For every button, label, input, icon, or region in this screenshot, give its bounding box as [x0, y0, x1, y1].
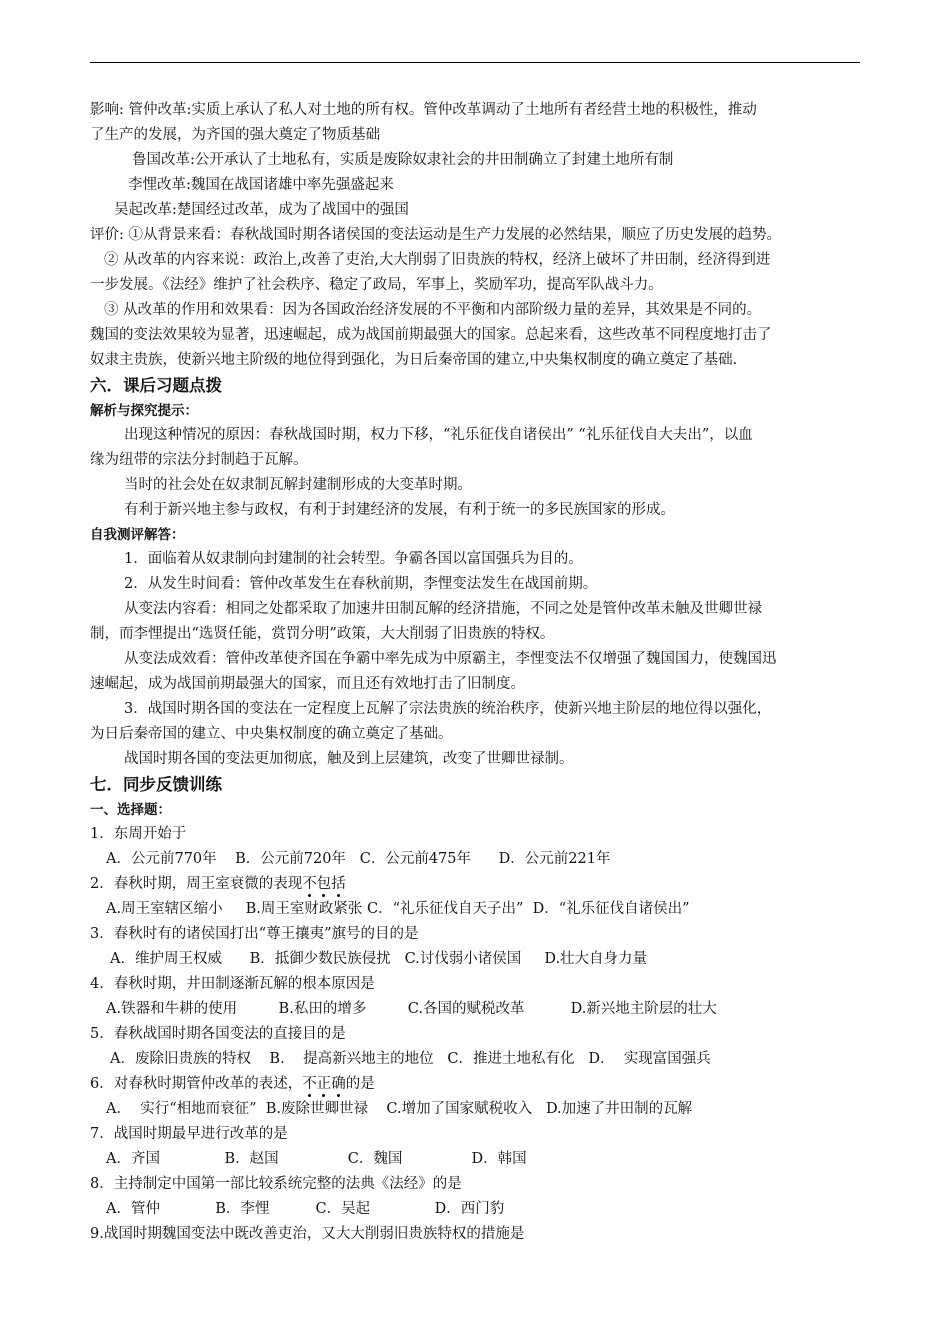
evaluation-line-4: ③ 从改革的作用和效果看：因为各国政治经济发展的不平衡和内部阶级力量的差异，其效果是不同的。 — [104, 302, 762, 318]
impact-lu: 鲁国改革:公开承认了土地私有，实质是废除奴隶社会的井田制确立了封建土地所有制 — [132, 152, 674, 168]
evaluation-line-3: 一步发展。《法经》维护了社会秩序、稳定了政局，军事上，奖励军功，提高军队战斗力。 — [90, 277, 663, 293]
emphasis-char: 括 — [331, 876, 346, 892]
section-7-title: 七．同步反馈训练 — [90, 775, 222, 794]
emphasis-char: 不 — [302, 876, 317, 892]
evaluation-line-5: 魏国的变法效果较为显著，迅速崛起，成为战国前期最强大的国家。总起来看，这些改革不同程度地打击了 — [90, 327, 772, 343]
evaluation-line-2: ② 从改革的内容来说：政治上,改善了吏治,大大削弱了旧贵族的特权，经济上破坏了井田制，经济得到进 — [104, 252, 771, 268]
answer-content-line-2: 制，而李悝提出“选贤任能，赏罚分明”政策，大大削弱了旧贵族的特权。 — [90, 626, 555, 642]
impact-line-2: 了生产的发展，为齐国的强大奠定了物质基础 — [90, 127, 380, 143]
analysis-p1-line-2: 缘为纽带的宗法分封制趋于瓦解。 — [90, 452, 308, 468]
emphasis-char: 确 — [331, 1076, 346, 1092]
answer-2: 2．从发生时间看：管仲改革发生在春秋前期，李悝变法发生在战国前期。 — [124, 576, 598, 592]
question-6-options: A． 实行“相地而衰征” B.废除世卿世禄 C.增加了国家赋税收入 D.加速了井田制的瓦解 — [106, 1101, 693, 1117]
question-4-options: A.铁器和牛耕的使用 B.私田的增多 C.各国的赋税改革 D.新兴地主阶层的壮大 — [106, 1001, 717, 1017]
analysis-p3: 有利于新兴地主参与政权，有利于封建经济的发展，有利于统一的多民族国家的形成。 — [124, 502, 675, 518]
header-rule — [90, 62, 860, 63]
question-3-options: A．维护周王权威 B．抵御少数民族侵扰 C.讨伐弱小诸侯国 D.壮大自身力量 — [110, 951, 648, 967]
evaluation-line-1: 评价: ①从背景来看：春秋战国时期各诸侯国的变法运动是生产力发展的必然结果，顺应了历史发展的趋势。 — [90, 227, 781, 243]
question-5: 5．春秋战国时期各国变法的直接目的是 — [90, 1026, 346, 1042]
section-7-subtitle: 一、选择题： — [90, 802, 171, 818]
question-8-options: A．管仲 B．李悝 C．吴起 D．西门豹 — [106, 1201, 505, 1217]
question-5-options: A．废除旧贵族的特权 B. 提高新兴地主的地位 C．推进土地私有化 D． 实现富国强兵 — [110, 1051, 711, 1067]
question-6 — [90, 1072, 870, 1097]
section-6-title: 六．课后习题点拨 — [90, 376, 222, 395]
emphasis-char: 正 — [316, 1076, 332, 1092]
question-6-text: 6．对春秋时期管仲改革的表述， — [90, 1076, 303, 1092]
analysis-p1-line-1: 出现这种情况的原因：春秋战国时期，权力下移，“礼乐征伐自诸侯出” “礼乐征伐自大夫出”，以血 — [124, 427, 753, 443]
question-3: 3．春秋时有的诸侯国打出“尊王攘夷”旗号的目的是 — [90, 926, 419, 942]
document-page — [90, 98, 870, 1247]
question-1-options: A．公元前770年 B．公元前720年 C．公元前475年 D．公元前221年 — [106, 851, 611, 867]
answer-3-line-2: 为日后秦帝国的建立、中央集权制度的确立奠定了基础。 — [90, 726, 453, 742]
answer-3-line-3: 战国时期各国的变法更加彻底，触及到上层建筑，改变了世卿世禄制。 — [124, 751, 574, 767]
answer-effect-line-1: 从变法成效看：管仲改革使齐国在争霸中率先成为中原霸主，李悝变法不仅增强了魏国国力，使魏国迅 — [124, 651, 777, 667]
question-7-options: A．齐国 B．赵国 C．魏国 D．韩国 — [106, 1151, 527, 1167]
answer-1: 1．面临着从奴隶制向封建制的社会转型。争霸各国以富国强兵为目的。 — [124, 551, 583, 567]
question-4: 4．春秋时期，井田制逐渐瓦解的根本原因是 — [90, 976, 375, 992]
question-6-text-end: 的是 — [345, 1076, 375, 1092]
impact-line-1: 影响: 管仲改革:实质上承认了私人对土地的所有权。管仲改革调动了土地所有者经营土地的积极性，推动 — [90, 102, 757, 118]
impact-likui: 李悝改革:魏国在战国诸雄中率先强盛起来 — [128, 177, 394, 193]
question-7: 7．战国时期最早进行改革的是 — [90, 1126, 288, 1142]
emphasis-char: 包 — [316, 876, 332, 892]
answer-effect-line-2: 速崛起，成为战国前期最强大的国家，而且还有效地打击了旧制度。 — [90, 676, 525, 692]
question-2 — [90, 872, 870, 897]
question-2-options: A.周王室辖区缩小 B.周王室财政紧张 C．“礼乐征伐自天子出” D．“礼乐征伐自诸侯出” — [106, 901, 690, 917]
evaluation-line-6: 奴隶主贵族，使新兴地主阶级的地位得到强化，为日后秦帝国的建立,中央集权制度的确立奠定了基础. — [90, 352, 738, 368]
question-1: 1．东周开始于 — [90, 826, 187, 842]
question-8: 8．主持制定中国第一部比较系统完整的法典《法经》的是 — [90, 1176, 462, 1192]
answer-content-line-1: 从变法内容看：相同之处都采取了加速井田制瓦解的经济措施，不同之处是管仲改革未触及世卿世禄 — [124, 601, 762, 617]
question-9: 9.战国时期魏国变法中既改善吏治，又大大削弱旧贵族特权的措施是 — [90, 1226, 525, 1242]
impact-wuqi: 吴起改革:楚国经过改革，成为了战国中的强国 — [114, 202, 409, 218]
answer-3-line-1: 3．战国时期各国的变法在一定程度上瓦解了宗法贵族的统治秩序，使新兴地主阶层的地位得以强化， — [124, 701, 772, 717]
emphasis-char: 不 — [302, 1076, 317, 1092]
section-6-subtitle-self-test: 自我测评解答： — [90, 527, 185, 543]
section-6-subtitle-analysis: 解析与探究提示： — [90, 403, 198, 419]
question-2-text: 2．春秋时期，周王室衰微的表现 — [90, 876, 303, 892]
analysis-p2: 当时的社会处在奴隶制瓦解封建制形成的大变革时期。 — [124, 477, 472, 493]
